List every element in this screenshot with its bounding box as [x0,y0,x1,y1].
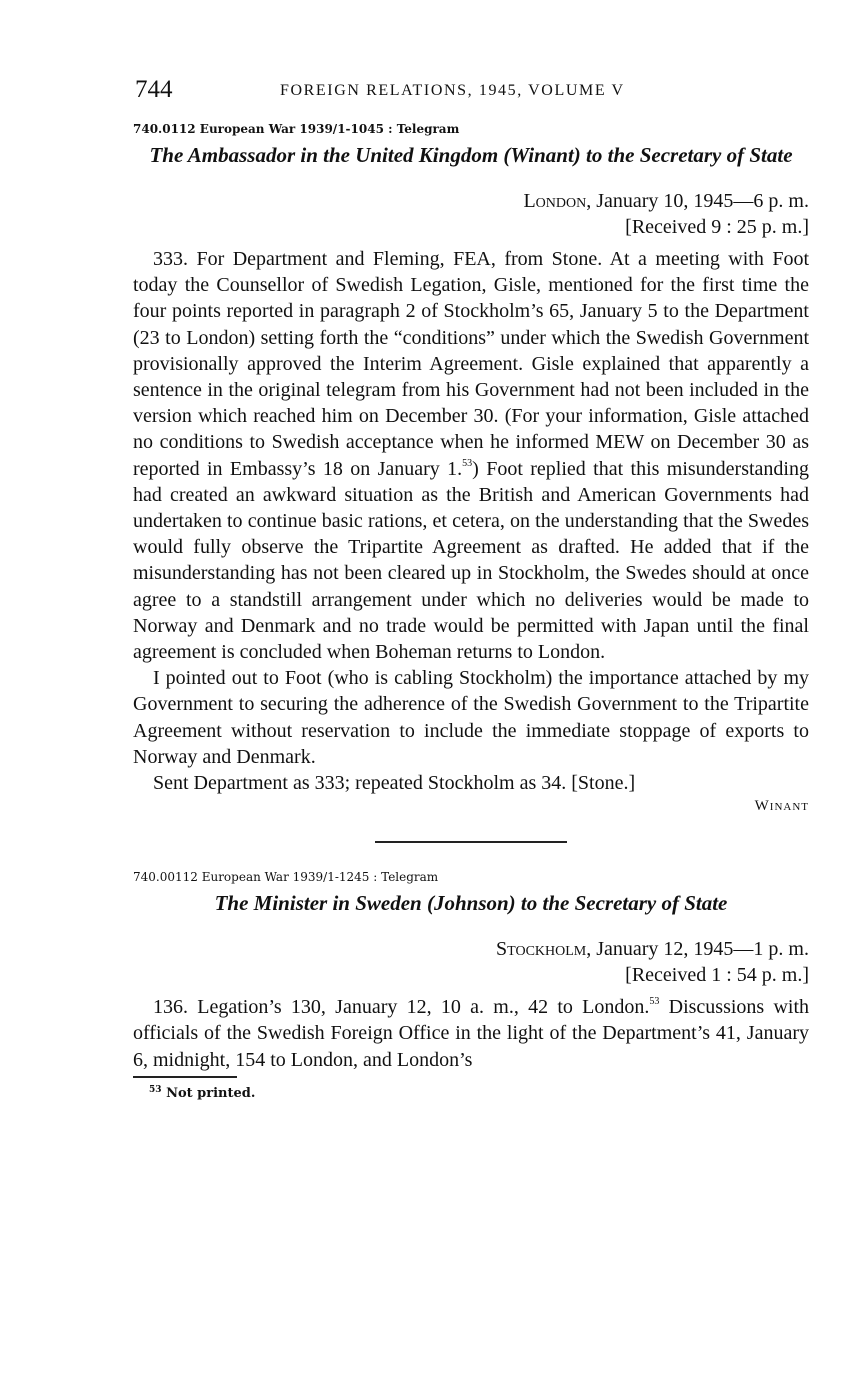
doc2-paragraph-1 [133,994,809,1073]
doc2-paragraph-1-part-b: Discussions with officials of the Swedish Foreign Office in the light of the Department’s 41, January 6, midnight, 154 to London, and London’s [133,996,810,1071]
footnote [133,1086,809,1101]
doc1-dateline-place: London [523,190,587,212]
doc1-received: [Received 9 : 25 p. m.] [625,216,809,238]
running-head [133,70,809,106]
doc2-dateline-date: , January 12, 1945—1 p. m. [586,938,809,961]
footnote-reference: 53 [649,996,660,1008]
doc1-paragraph-3: Sent Department as 333; repeated Stockholm as 34. [Stone.] [153,772,636,795]
doc1-paragraph-1-part-a: 333. For Department and Fleming, FEA, from Stone. At a meeting with Foot today the Counsellor of Swedish Legation, Gisle, mentioned for the first time the four points reported in paragraph 2 of Stockholm’s 65, January 5 to the Department (23 to London) setting forth the “conditions” under which the Swedish Government provisionally approved the Interim Agreement. Gisle explained that apparently a sentence in the original telegram from his Government had not been included in the version which reached him on December 30. (For your information, Gisle attached no conditions to Swedish acceptance when he informed MEW on December 30 as reported in Embassy’s 18 on January 1. [133,248,809,480]
doc1-paragraph-1-part-b: ) Foot replied that this misunderstanding had created an awkward situation as the British and American Governments had undertaken to continue basic rations, et cetera, on the understanding that the Swedes would fully observe the Tripartite Agreement as drafted. He added that if the misunderstanding has not been cleared up in Stockholm, the Swedes should at once agree to a standstill arrangement under which no deliveries would be made to Norway and Denmark and no trade would be permitted with Japan until the final agreement is concluded when Boheman returns to London. [133,457,809,664]
section-divider [375,841,567,843]
doc1-dateline-date: , January 10, 1945—6 p. m. [586,190,809,212]
doc2-title: The Minister in Sweden (Johnson) to the Secretary of State [214,891,728,916]
doc1-dateline [133,188,809,214]
doc2-dateline [133,936,809,962]
document-page [133,70,809,1101]
page-number: 744 [135,76,173,103]
doc2-file-reference: 740.00112 European War 1939/1-1245 : Telegram [133,870,439,885]
running-head-title: FOREIGN RELATIONS, 1945, VOLUME V [280,82,625,99]
footnote-reference: 53 [462,457,473,469]
footnote-rule [133,1076,237,1078]
doc1-paragraph-2: I pointed out to Foot (who is cabling Stockholm) the importance attached by my Government to securing the adherence of the Swedish Government to the Tripartite Agreement without reservation to include the immediate stoppage of exports to Norway and Denmark. [133,667,809,768]
doc1-file-reference: 740.0112 European War 1939/1-1045 : Telegram [133,122,460,136]
footnote-text: Not printed. [166,1085,256,1101]
doc2-paragraph-1-part-a: 136. Legation’s 130, January 12, 10 a. m., 42 to London. [153,996,650,1019]
doc2-received: [Received 1 : 54 p. m.] [625,964,809,987]
doc1-title: The Ambassador in the United Kingdom (Winant) to the Secretary of State [149,143,793,167]
doc1-paragraph-1 [133,246,809,665]
doc2-dateline-place: Stockholm [496,938,587,961]
footnote-mark: 53 [149,1084,162,1095]
doc1-signature: Winant [754,798,809,815]
